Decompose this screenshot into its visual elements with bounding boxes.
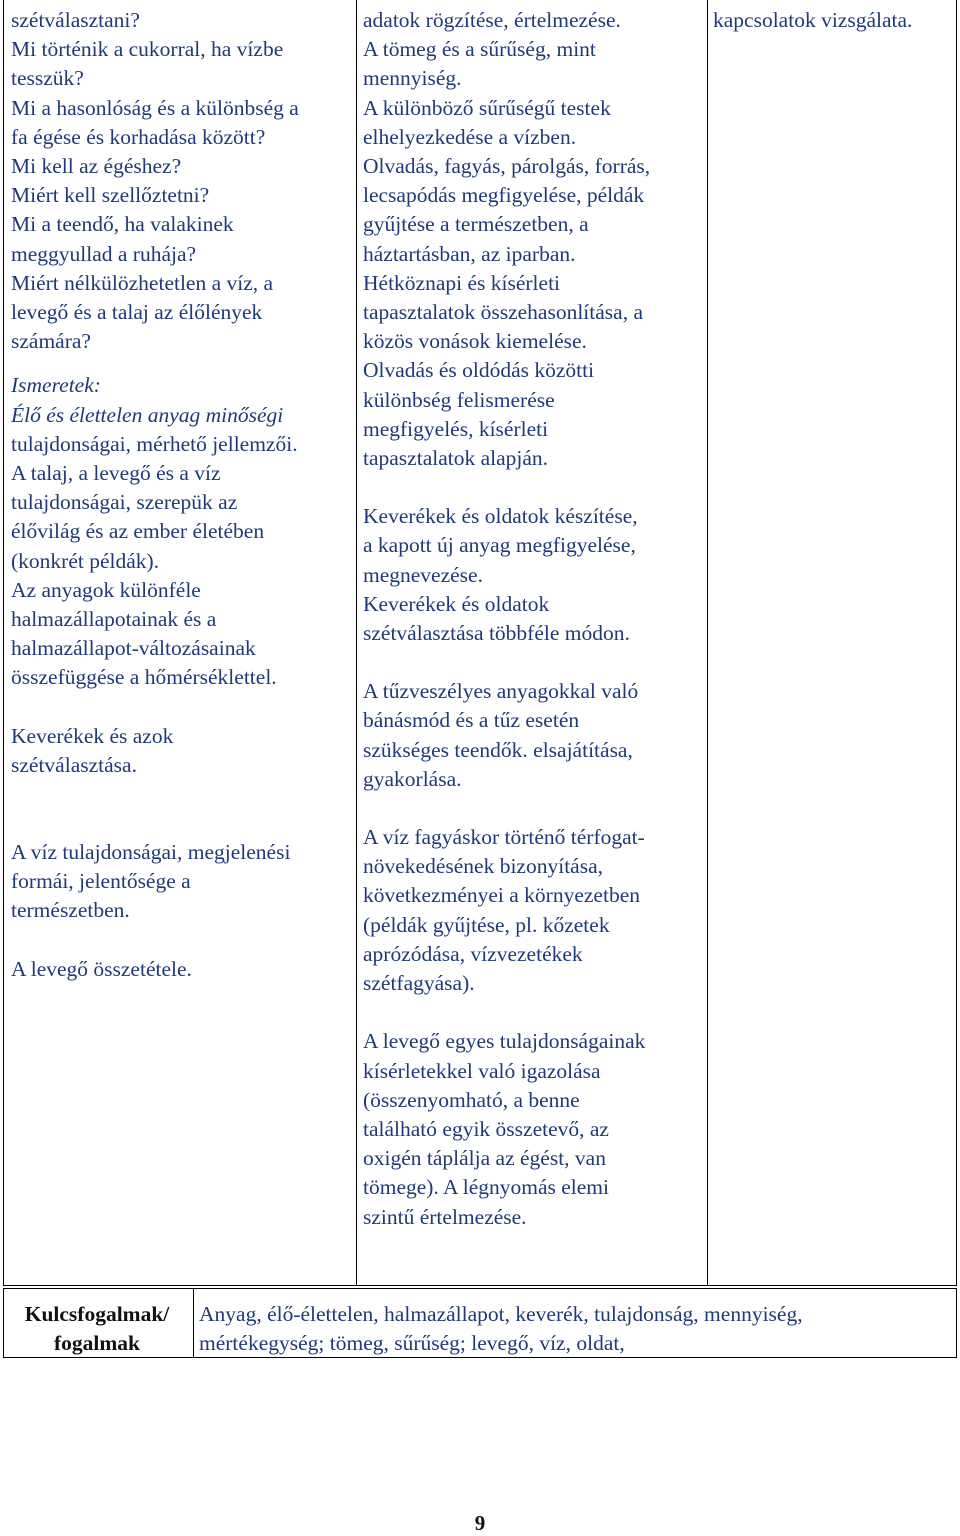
text-line: megnevezése.	[363, 562, 483, 587]
text-line: Keverékek és oldatok	[363, 591, 550, 616]
activities-block-2	[363, 502, 705, 648]
text-line: közös vonások kiemelése.	[363, 329, 587, 354]
text-line: A víz tulajdonságai, megjelenési	[11, 840, 291, 865]
text-line: a kapott új anyag megfigyelése,	[363, 533, 636, 558]
knowledge-block-2	[11, 459, 354, 576]
text-line: Keverékek és oldatok készítése,	[363, 504, 638, 529]
question-line: Miért kell szellőztetni?	[11, 183, 210, 208]
text-line: háztartásban, az iparban.	[363, 241, 576, 266]
table-divider-2	[707, 0, 708, 1286]
table-border-right	[956, 0, 957, 1286]
text-line: tömege). A légnyomás elemi	[363, 1175, 610, 1200]
activities-block-3	[363, 677, 705, 794]
text-line: megfigyelés, kísérleti	[363, 416, 549, 441]
activities-block-4	[363, 823, 705, 998]
key-row-divider	[193, 1288, 194, 1358]
text-line: Élő és élettelen anyag minőségi	[11, 402, 284, 427]
text-line: szétválasztása többféle módon.	[363, 621, 630, 646]
text-line: különbség felismerése	[363, 387, 555, 412]
activities-block-1	[363, 6, 705, 473]
text-line: következményei a környezetben	[363, 883, 640, 908]
text-line: formái, jelentősége a	[11, 869, 191, 894]
text-line: élővilág és az ember életében	[11, 519, 265, 544]
text-line: szétválasztása.	[11, 752, 137, 777]
text-line: A tűzveszélyes anyagokkal való	[363, 679, 639, 704]
column-activities	[363, 6, 705, 1232]
key-concepts-text	[199, 1300, 803, 1358]
text-line: növekedésének bizonyítása,	[363, 854, 603, 879]
text-line: található egyik összetevő, az	[363, 1116, 609, 1141]
text-line: lecsapódás megfigyelése, példák	[363, 183, 645, 208]
text-line: Keverékek és azok	[11, 723, 174, 748]
column-questions-knowledge	[11, 6, 354, 984]
text-line: kapcsolatok vizsgálata.	[713, 8, 913, 32]
text-line: tapasztalatok alapján.	[363, 446, 549, 471]
key-row-top	[3, 1288, 957, 1289]
text-line: mennyiség.	[363, 66, 462, 91]
text-line: szükséges teendők. elsajátítása,	[363, 737, 633, 762]
question-line: Mi a hasonlóság és a különbség a	[11, 95, 299, 120]
text-line: gyűjtése a természetben, a	[363, 212, 589, 237]
text-line: bánásmód és a tűz esetén	[363, 708, 580, 733]
knowledge-block-6	[11, 955, 354, 984]
text-line: halmazállapotainak és a	[11, 607, 217, 632]
text-line: A levegő összetétele.	[11, 956, 192, 981]
text-line: A tömeg és a sűrűség, mint	[363, 37, 596, 62]
knowledge-block-4	[11, 722, 354, 780]
text-line: (konkrét példák).	[11, 548, 160, 573]
text-line: A különböző sűrűségű testek	[363, 95, 611, 120]
text-line: (összenyomható, a benne	[363, 1087, 580, 1112]
knowledge-block-1	[11, 401, 354, 459]
text-line: A talaj, a levegő és a víz	[11, 461, 221, 486]
text-line: összefüggése a hőmérséklettel.	[11, 665, 277, 690]
column-connections	[713, 6, 955, 35]
activities-block-5	[363, 1027, 705, 1231]
text-line: szintű értelmezése.	[363, 1204, 527, 1229]
question-line: tesszük?	[11, 66, 84, 91]
text-line: halmazállapot-változásainak	[11, 636, 256, 661]
text-line: Az anyagok különféle	[11, 577, 201, 602]
table-divider-1	[356, 0, 357, 1286]
text-line: természetben.	[11, 898, 130, 923]
key-row-right	[956, 1288, 957, 1358]
text-line: kísérletekkel való igazolása	[363, 1058, 601, 1083]
text-line: szétfagyása).	[363, 971, 475, 996]
question-line: számára?	[11, 329, 91, 354]
text-line: tulajdonságai, szerepük az	[11, 490, 238, 515]
key-text-line: mértékegység; tömeg, sűrűség; levegő, víz, oldat,	[199, 1331, 625, 1355]
question-line: Mi a teendő, ha valakinek	[11, 212, 234, 237]
ismeretek-heading: Ismeretek:	[11, 373, 101, 398]
text-line: A víz fagyáskor történő térfogat-	[363, 825, 645, 850]
text-line: adatok rögzítése, értelmezése.	[363, 8, 621, 32]
text-line: (példák gyűjtése, pl. kőzetek	[363, 912, 610, 937]
key-label-line: Kulcsfogalmak/	[24, 1302, 170, 1326]
text-line: Hétköznapi és kísérleti	[363, 270, 561, 295]
knowledge-block-3	[11, 576, 354, 693]
question-line: Mi történik a cukorral, ha vízbe	[11, 37, 284, 62]
key-text-line: Anyag, élő-élettelen, halmazállapot, keverék, tulajdonság, mennyiség,	[199, 1302, 803, 1326]
question-line: fa égése és korhadása között?	[11, 124, 266, 149]
questions-list	[11, 6, 354, 356]
question-line: szétválasztani?	[11, 8, 140, 32]
key-label-line: fogalmak	[54, 1331, 140, 1355]
knowledge-block-5	[11, 838, 354, 926]
question-line: Mi kell az égéshez?	[11, 154, 182, 179]
question-line: levegő és a talaj az élőlények	[11, 300, 263, 325]
question-line: Miért nélkülözhetetlen a víz, a	[11, 270, 274, 295]
page-number: 9	[474, 1511, 486, 1535]
text-line: tapasztalatok összehasonlítása, a	[363, 300, 643, 325]
text-line: A levegő egyes tulajdonságainak	[363, 1029, 646, 1054]
question-line: meggyullad a ruhája?	[11, 241, 197, 266]
table-border-bottom	[3, 1285, 957, 1286]
text-line: Olvadás és oldódás közötti	[363, 358, 595, 383]
text-line: gyakorlása.	[363, 766, 462, 791]
text-line: oxigén táplálja az égést, van	[363, 1146, 606, 1171]
text-line: Olvadás, fagyás, párolgás, forrás,	[363, 154, 651, 179]
text-line: elhelyezkedése a vízben.	[363, 124, 577, 149]
table-border-left	[3, 0, 4, 1286]
key-concepts-label	[4, 1300, 190, 1358]
text-line: tulajdonságai, mérhető jellemzői.	[11, 431, 298, 456]
text-line: aprózódása, vízvezetékek	[363, 941, 583, 966]
